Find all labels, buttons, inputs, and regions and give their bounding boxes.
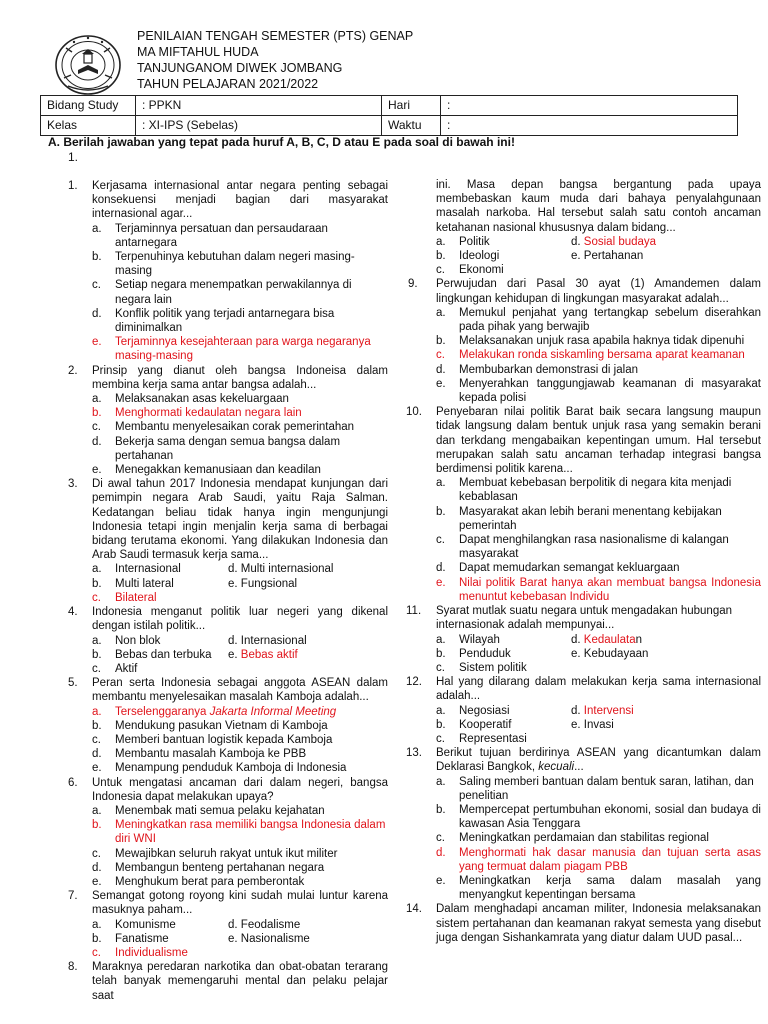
option-d: d. Membangun benteng pertahanan negara — [92, 861, 325, 874]
option-c-answer: c. Melakukan ronda siskamling bersama aparat keamanan — [436, 349, 745, 362]
question-4: 4. Indonesia menganut politik luar negeri yang dikenal dengan istilah politik... — [68, 606, 388, 633]
question-3: 3. Di awal tahun 2017 Indonesia mendapat kunjungan dari pemimpin negara Arab Saudi, yaitu Raja Salman. Kedatangan beliau tidak hanya ingin mengunjungi Indonesia tetapi ingin menjalin kerja sama di berbagai bidang terutama ekonomi. Yang dilakukan Indonesia dan Arab Saudi termasuk kerja sama... — [68, 478, 388, 562]
option-b-answer: b. Menghormati kedaulatan negara lain — [92, 407, 302, 420]
question-10: 10. Penyebaran nilai politik Barat baik secara langsung maupun tidak langsung dalam bentuk unjuk rasa yang semakin berani dan terkdang mengabaikan kepentingan umum. Hal tersebut merupakan salah satu ancaman terhadap integrasi bangsa berdimensi politik karena... — [406, 406, 761, 476]
option-d-answer: Sosial budaya — [583, 235, 657, 248]
option-a: a. Memukul penjahat yang tertangkap sebelum diserahkan pada pihak yang berwajib — [436, 306, 761, 334]
option-b: b. Melaksanakan unjuk rasa apabila haknya tidak dipenuhi — [436, 335, 745, 348]
info-row — [41, 96, 738, 116]
option-e-answer: Bebas aktif — [240, 648, 298, 661]
document-header — [137, 28, 413, 92]
question-13: 13. Berikut tujuan berdirinya ASEAN yang dicantumkan dalam Deklarasi Bangkok, kecuali... — [406, 747, 761, 774]
info-row — [41, 116, 738, 136]
question-11: 11. Syarat mutlak suatu negara untuk mengadakan hubungan internasionak adalah mempunyai... — [406, 605, 733, 632]
option-a: a. Terjaminnya persatuan dan persaudaraan antarnegara — [92, 222, 328, 249]
question-text: Peran serta Indonesia sebagai anggota ASEAN dalam membantu menyelesaikan masalah Kamboja adalah... — [92, 677, 388, 704]
option-row: a. Komunisme d. Feodalisme — [92, 918, 301, 931]
option-row: a. Politik d. Sosial budaya — [436, 235, 657, 248]
option-b: b. Masyarakat akan lebih berani menentang kebijakan pemerintah — [436, 505, 722, 532]
option-d: d. Dapat memudarkan semangat kekluargaan — [436, 562, 680, 575]
option-row: b. Penduduk e. Kebudayaan — [436, 647, 649, 660]
question-text: Penyebaran nilai politik Barat baik secara langsung maupun tidak langsung dalam bentuk unjuk rasa yang semakin berani dan terkdang mengabaikan kepentingan umum. Hal tersebut merupakan salah satu ancaman terhadap integrasi bangsa berdimensi politik karena... — [436, 406, 761, 476]
option-a: a. Melaksanakan asas kekeluargaan — [92, 393, 289, 406]
school-logo-emblem — [54, 34, 122, 96]
option-row: b. Bebas dan terbuka e. Bebas aktif — [92, 648, 298, 661]
option-row: a. Non blok d. Internasional — [92, 634, 307, 647]
option-c: c. Mewajibkan seluruh rakyat untuk ikut militer — [92, 847, 338, 860]
question-text: Semangat gotong royong kini sudah mulai luntur karena masuknya paham... — [92, 890, 388, 917]
option-c: c. Meningkatkan perdamaian dan stabilitas regional — [436, 832, 709, 845]
option-e: e. Menampung penduduk Kamboja di Indonesia — [92, 762, 347, 775]
question-8-continued: ini. Masa depan bangsa bergantung pada upaya membebaskan kaum muda dari bahaya penyalahgunaan masalah narkoba. Hal tersebut salah satu contoh ancaman ketahanan nasional khususnya dalam bidang... — [436, 179, 761, 234]
option-row: b. Ideologi e. Pertahanan — [436, 250, 644, 263]
stray-number: 1. — [68, 150, 79, 164]
question-6: 6. Untuk mengatasi ancaman dari dalam negeri, bangsa Indonesia dapat melakukan upaya? — [68, 776, 388, 803]
info-value: : PPKN — [136, 96, 382, 116]
option-row: b. Kooperatif e. Invasi — [436, 718, 614, 731]
option-d: d. Membantu masalah Kamboja ke PBB — [92, 748, 307, 761]
option-a: a. Membuat kebebasan berpolitik di negara kita menjadi kebablasan — [436, 477, 732, 504]
option-c: c. Ekonomi — [436, 264, 504, 277]
header-line-school: MA MIFTAHUL HUDA — [137, 45, 259, 59]
option-row: a. Negosiasi d. Intervensi — [436, 704, 634, 717]
info-label: Waktu — [382, 116, 441, 136]
option-c: c. Dapat menghilangkan rasa nasionalisme di kalangan masyarakat — [436, 534, 729, 561]
option-a: a. Saling memberi bantuan dalam bentuk saran, latihan, dan penelitian — [436, 775, 754, 802]
question-text: Dalam menghadapi ancaman militer, Indonesia melaksanakan sistem pertahanan dan keamanan rakyat semesta yang disebut juga dengan Sishankamrata yang diatur dalam UUD pasal... — [436, 903, 761, 944]
question-2: 2. Prinsip yang dianut oleh bangsa Indoneisa dalam membina kerja sama antar bangsa adalah... — [68, 364, 388, 391]
option-d-answer: d. Menghormati hak dasar manusia dan tujuan serta asas yang termuat dalam piagam PBB — [436, 846, 761, 873]
question-text: Indonesia menganut politik luar negeri yang dikenal dengan istilah politik... — [92, 606, 388, 633]
option-row: b. Multi lateral e. Fungsional — [92, 577, 298, 590]
question-8: 8. Maraknya peredaran narkotika dan obat-obatan terarang telah banyak memengaruhi mental dan pelaku pelajar saat — [68, 961, 388, 1002]
option-c: c. Representasi — [436, 732, 527, 745]
info-value: : — [441, 116, 738, 136]
question-text: Prinsip yang dianut oleh bangsa Indoneisa dalam membina kerja sama antar bangsa adalah... — [92, 364, 388, 391]
option-b: b. Terpenuhinya kebutuhan dalam negeri masing-masing — [92, 251, 355, 278]
left-column — [68, 179, 388, 1003]
option-row: b. Fanatisme e. Nasionalisme — [92, 932, 310, 945]
option-b: b. Mendukung pasukan Vietnam di Kamboja — [92, 719, 328, 732]
header-line-address: TANJUNGANOM DIWEK JOMBANG — [137, 61, 343, 75]
option-c: c. Membantu menyelesaikan corak pemerintahan — [92, 421, 355, 434]
option-row: a. Internasional d. Multi internasional — [92, 563, 334, 576]
info-label: Kelas — [41, 116, 136, 136]
option-d-answer: Intervensi — [583, 704, 634, 717]
option-e-answer: e. Nilai politik Barat hanya akan membuat bangsa Indonesia menuntut kebebasan Individu — [436, 576, 761, 603]
option-c: c. Setiap negara menempatkan perwakilannya di negara lain — [92, 279, 352, 306]
option-c: c. Sistem politik — [436, 661, 527, 674]
question-5: 5. Peran serta Indonesia sebagai anggota ASEAN dalam membantu menyelesaikan masalah Kamboja adalah... — [68, 677, 388, 704]
option-c: c. Memberi bantuan logistik kepada Kamboja — [92, 733, 333, 746]
option-c-answer: c. Individualisme — [92, 946, 188, 959]
option-d: d. Bekerja sama dengan semua bangsa dalam pertahanan — [92, 435, 341, 462]
info-value: : — [441, 96, 738, 116]
option-c-answer: c. Bilateral — [92, 591, 157, 604]
option-e-answer: e. Terjaminnya kesejahteraan para warga negaranya masing-masing — [92, 336, 371, 363]
option-e: e. Menghukum berat para pemberontak — [92, 875, 305, 888]
info-label: Bidang Study — [41, 96, 136, 116]
option-e: e. Meningkatkan kerja sama dalam masalah yang menyangkut kepentingan bersama — [436, 874, 761, 902]
question-14: 14. Dalam menghadapi ancaman militer, Indonesia melaksanakan sistem pertahanan dan keamanan rakyat semesta yang disebut juga dengan Sishankamrata yang diatur dalam UUD pasal... — [406, 903, 761, 944]
right-column — [406, 179, 761, 945]
option-b: b. Mempercepat pertumbuhan ekonomi, sosial dan budaya di kawasan Asia Tenggara — [436, 803, 761, 831]
option-a-answer: a. Terselenggaranya Jakarta Informal Meeting — [92, 705, 337, 718]
question-1: 1. Kerjasama internasional antar negara penting sebagai konsekuensi menjadi bagian dari masyarakat internasional agar... — [68, 180, 388, 221]
header-line-year: TAHUN PELAJARAN 2021/2022 — [137, 77, 319, 91]
option-d-answer: Kedaulata — [583, 633, 636, 646]
question-text: Untuk mengatasi ancaman dari dalam negeri, bangsa Indonesia dapat melakukan upaya? — [92, 776, 388, 803]
option-d: d. Membubarkan demonstrasi di jalan — [436, 363, 638, 376]
header-line-exam: PENILAIAN TENGAH SEMESTER (PTS) GENAP — [137, 29, 414, 43]
question-text: Perwujudan dari Pasal 30 ayat (1) Amandemen dalam lingkungan kehidupan di lingkungan masyarakat adalah... — [436, 278, 761, 305]
section-instruction: A. Berilah jawaban yang tepat pada huruf A, B, C, D atau E pada soal di bawah ini! — [48, 135, 515, 149]
exam-info-table — [40, 95, 738, 136]
question-text: Di awal tahun 2017 Indonesia mendapat kunjungan dari pemimpin negara Arab Saudi, yaitu Raja Salman. Kedatangan beliau tidak hanya ingin mengunjungi Indonesia tetapi ingin menjalin kerja sama di berbagai bidang terutama ekonomi. Yang dilakukan Indonesia dan Arab Saudi termasuk kerja sama... — [92, 478, 388, 562]
question-text: Maraknya peredaran narkotika dan obat-obatan terarang telah banyak memengaruhi mental dan pelaku pelajar saat — [92, 961, 388, 1002]
question-text: Syarat mutlak suatu negara untuk mengadakan hubungan internasionak adalah mempunyai... — [436, 605, 733, 632]
option-e: e. Menegakkan kemanusiaan dan keadilan — [92, 464, 321, 477]
option-row: a. Wilayah d. Kedaulatan — [436, 633, 642, 646]
option-c: c. Aktif — [92, 662, 138, 675]
option-b-answer: b. Meningkatkan rasa memiliki bangsa Indonesia dalam diri WNI — [92, 819, 386, 846]
question-9: 9. Perwujudan dari Pasal 30 ayat (1) Amandemen dalam lingkungan kehidupan di lingkungan masyarakat adalah... — [408, 278, 761, 305]
question-text: Hal yang dilarang dalam melakukan kerja sama internasional adalah... — [436, 676, 761, 703]
option-d: d. Konflik politik yang terjadi antarnegara bisa diminimalkan — [92, 307, 335, 335]
question-12: 12. Hal yang dilarang dalam melakukan kerja sama internasional adalah... — [406, 676, 761, 703]
question-7: 7. Semangat gotong royong kini sudah mulai luntur karena masuknya paham... — [68, 890, 388, 917]
question-text: Kerjasama internasional antar negara penting sebagai konsekuensi menjadi bagian dari masyarakat internasional agar... — [92, 180, 388, 221]
info-label: Hari — [382, 96, 441, 116]
option-a: a. Menembak mati semua pelaku kejahatan — [92, 804, 325, 817]
option-e: e. Menyerahkan tanggungjawab keamanan di masyarakat kepada polisi — [436, 377, 761, 405]
info-value: : XI-IPS (Sebelas) — [136, 116, 382, 136]
